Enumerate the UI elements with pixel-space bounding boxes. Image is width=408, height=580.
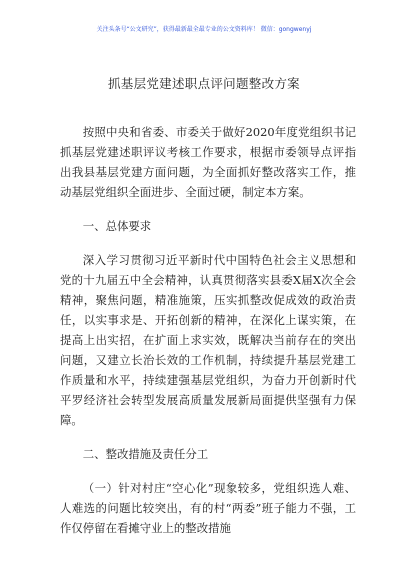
document-title: 抓基层党建述职点评问题整改方案 bbox=[107, 76, 300, 91]
intro-paragraph: 按照中央和省委、市委关于做好2020年度党组织书记抓基层党建述职评议考核工作要求，根据市委领导点评指出我县基层党建方面问题，为全面抓好整改落实工作，推动基层党组织全面进步、全面过硬，制定本方案。 bbox=[60, 125, 356, 199]
section-heading-measures: 二、整改措施及责任分工 bbox=[82, 447, 209, 461]
measure-item-1: （一）针对村庄“空心化”现象较多，党组织选人难、人难选的问题比较突出，有的村“两委”班子能力不强，工作仅停留在看摊守业上的整改措施 bbox=[60, 481, 356, 535]
general-requirements-paragraph: 深入学习贯彻习近平新时代中国特色社会主义思想和党的十九届五中全会精神，认真贯彻落实县委X届X次全会精神，聚焦问题，精准施策，压实抓整改促成效的政治责任，以实事求是、开拓创新的精神，在深化上谋实策，在提高上出实招，在扩面上求实效，既解决当前存在的突出问题，又建立长治长效的工作机制，持续提升基层党建工作质量和水平，持续建强基层党组织，为奋力开创新时代平罗经济社会转型发展高质量发展新局面提供坚强有力保障。 bbox=[60, 253, 356, 427]
header-notice: 关注头条号“公文研究”，获得最新最全最专业的公文资料库！ 微信：gongwenyj bbox=[96, 26, 312, 33]
document-body bbox=[60, 122, 356, 538]
section-heading-general-requirements: 一、总体要求 bbox=[82, 219, 152, 233]
